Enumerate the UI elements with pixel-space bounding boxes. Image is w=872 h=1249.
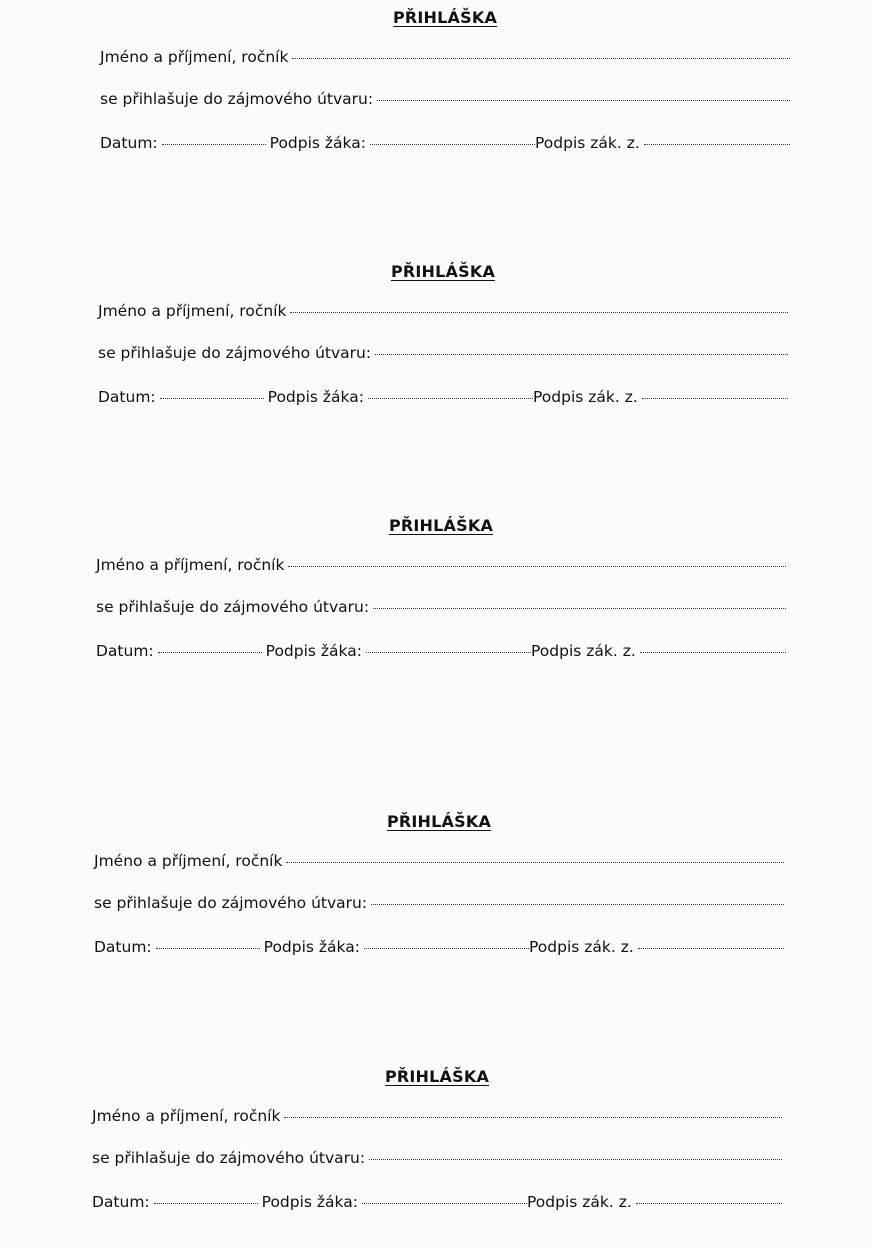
- club-label: se přihlašuje do zájmového útvaru:: [92, 1149, 366, 1167]
- name-row: [96, 556, 786, 574]
- date-field[interactable]: [160, 398, 264, 399]
- student-sign-label: Podpis žáka:: [261, 1193, 358, 1211]
- signature-row: [96, 642, 786, 660]
- date-field[interactable]: [162, 144, 266, 145]
- form-title: PŘIHLÁŠKA: [388, 516, 494, 535]
- date-label: Datum:: [94, 938, 152, 956]
- date-label: Datum:: [96, 642, 154, 660]
- name-row: [100, 48, 790, 66]
- club-field[interactable]: [369, 1159, 782, 1160]
- date-field[interactable]: [158, 652, 262, 653]
- student-sign-field[interactable]: [362, 1203, 527, 1204]
- club-label: se přihlašuje do zájmového útvaru:: [94, 894, 368, 912]
- parent-sign-label: Podpis zák. z.: [528, 938, 634, 956]
- form-title: PŘIHLÁŠKA: [384, 1067, 490, 1086]
- form-title: PŘIHLÁŠKA: [386, 812, 492, 831]
- name-field[interactable]: [284, 1117, 782, 1118]
- parent-sign-label: Podpis zák. z.: [534, 134, 640, 152]
- name-field[interactable]: [290, 312, 788, 313]
- date-label: Datum:: [98, 388, 156, 406]
- student-sign-field[interactable]: [370, 144, 535, 145]
- name-field[interactable]: [288, 566, 786, 567]
- student-sign-label: Podpis žáka:: [265, 642, 362, 660]
- signature-row: [94, 938, 784, 956]
- date-field[interactable]: [156, 948, 260, 949]
- parent-sign-label: Podpis zák. z.: [530, 642, 636, 660]
- name-label: Jméno a příjmení, ročník: [94, 852, 283, 870]
- parent-sign-field[interactable]: [638, 948, 784, 949]
- parent-sign-label: Podpis zák. z.: [532, 388, 638, 406]
- club-field[interactable]: [371, 904, 784, 905]
- form-title: PŘIHLÁŠKA: [392, 8, 498, 27]
- date-field[interactable]: [154, 1203, 258, 1204]
- parent-sign-label: Podpis zák. z.: [526, 1193, 632, 1211]
- club-field[interactable]: [373, 608, 786, 609]
- parent-sign-field[interactable]: [636, 1203, 782, 1204]
- name-row: [98, 302, 788, 320]
- student-sign-field[interactable]: [364, 948, 529, 949]
- form-title: PŘIHLÁŠKA: [390, 262, 496, 281]
- name-label: Jméno a příjmení, ročník: [98, 302, 287, 320]
- name-label: Jméno a příjmení, ročník: [100, 48, 289, 66]
- parent-sign-field[interactable]: [640, 652, 786, 653]
- signature-row: [100, 134, 790, 152]
- club-row: [92, 1149, 782, 1167]
- date-label: Datum:: [100, 134, 158, 152]
- club-label: se přihlašuje do zájmového útvaru:: [100, 90, 374, 108]
- student-sign-label: Podpis žáka:: [269, 134, 366, 152]
- club-label: se přihlašuje do zájmového útvaru:: [96, 598, 370, 616]
- student-sign-label: Podpis žáka:: [267, 388, 364, 406]
- name-label: Jméno a příjmení, ročník: [92, 1107, 281, 1125]
- student-sign-field[interactable]: [366, 652, 531, 653]
- parent-sign-field[interactable]: [644, 144, 790, 145]
- club-field[interactable]: [377, 100, 790, 101]
- name-row: [94, 852, 784, 870]
- club-row: [100, 90, 790, 108]
- club-field[interactable]: [375, 354, 788, 355]
- student-sign-label: Podpis žáka:: [263, 938, 360, 956]
- name-row: [92, 1107, 782, 1125]
- club-label: se přihlašuje do zájmového útvaru:: [98, 344, 372, 362]
- name-label: Jméno a příjmení, ročník: [96, 556, 285, 574]
- parent-sign-field[interactable]: [642, 398, 788, 399]
- club-row: [98, 344, 788, 362]
- name-field[interactable]: [292, 58, 790, 59]
- club-row: [94, 894, 784, 912]
- club-row: [96, 598, 786, 616]
- student-sign-field[interactable]: [368, 398, 533, 399]
- date-label: Datum:: [92, 1193, 150, 1211]
- signature-row: [92, 1193, 782, 1211]
- name-field[interactable]: [286, 862, 784, 863]
- signature-row: [98, 388, 788, 406]
